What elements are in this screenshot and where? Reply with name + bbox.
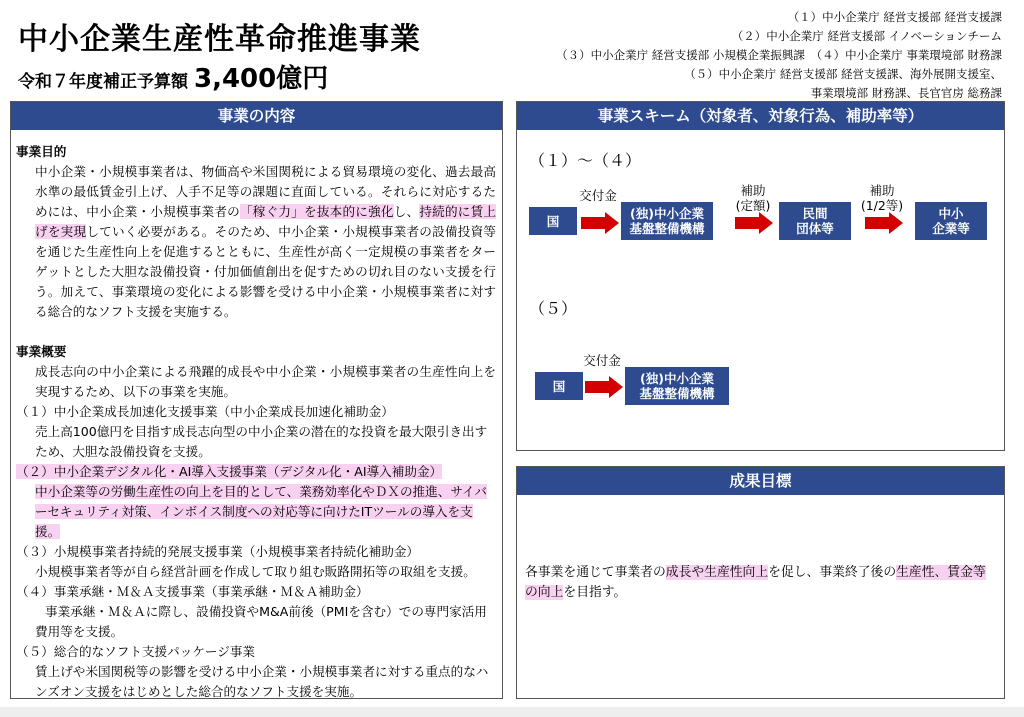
item-4-title: （４）事業承継・Ｍ＆Ａ支援事業（事業承継・Ｍ＆Ａ補助金）	[16, 584, 369, 599]
arrow-label-subsidy-fixed-1: 補助	[740, 183, 766, 198]
purpose-highlight-2: 持続的に賃上げを実現	[35, 204, 497, 239]
budget-line	[18, 58, 328, 95]
overview-intro: 成長志向の中小企業による飛躍的成長や中小企業・小規模事業者の生産性向上を実現するため、以下の事業を実施。	[35, 364, 496, 399]
org-list	[556, 8, 1002, 103]
scheme-panel	[516, 101, 1005, 451]
item-2-title-text: （２）中小企業デジタル化・AI導入支援事業（デジタル化・AI導入補助金）	[16, 464, 443, 479]
node-smrj-2-line2: 基盤整備機構	[639, 386, 715, 401]
purpose-text-part: 中小企業・小規模事業者は、物価高や米国関税による貿易環境の変化、過去最高水準の最低賃金引上げ、人手不足等の課題に直面している。それらに対応するためには、中小企業・小規模事業者の	[35, 164, 496, 219]
node-smrj-2	[625, 367, 729, 405]
node-smrj-line1: (独)中小企業	[630, 206, 704, 221]
arrow-label-grant: 交付金	[579, 188, 617, 203]
goal-text-part: 各事業を通じて事業者の	[525, 565, 666, 580]
item-2-desc-text: 中小企業等の労働生産性の向上を目的として、業務効率化やＤＸの推進、サイバーセキュリティ対策、インボイス制度への対応等に向けたITツールの導入を支援。	[35, 484, 487, 539]
budget-label: 令和７年度補正予算額	[18, 72, 188, 92]
arrow-label-subsidy-half	[855, 183, 909, 213]
scheme-panel-header: 事業スキーム（対象者、対象行為、補助率等）	[517, 102, 1004, 130]
node-sme-line1: 中小	[938, 206, 964, 221]
right-arrow-icon	[735, 212, 773, 234]
arrow-label-subsidy-half-2: (1/2等)	[860, 198, 904, 213]
arrow-label-subsidy-fixed	[729, 183, 777, 213]
node-smrj-2-line1: (独)中小企業	[640, 371, 714, 386]
purpose-heading: 事業目的	[16, 144, 67, 159]
node-smrj	[621, 202, 713, 240]
item-3-desc: 小規模事業者等が自ら経営計画を作成して取り組む販路開拓等の取組を支援。	[35, 564, 476, 579]
scheme-label-5: （５）	[529, 299, 578, 318]
goal-panel	[516, 466, 1005, 699]
arrow-label-subsidy-half-1: 補助	[869, 183, 895, 198]
org-line: （３）中小企業庁 経営支援部 小規模企業振興課 （４）中小企業庁 事業環境部 財務課	[556, 48, 1002, 62]
content-panel-header: 事業の内容	[11, 102, 502, 130]
item-4-desc: 事業承継・Ｍ＆Ａに際し、設備投資やM&A前後（PMIを含む）での専門家活用費用等を支援。	[35, 604, 487, 639]
goal-highlight-1: 成長や生産性向上	[665, 565, 769, 580]
purpose-highlight-1: 「稼ぐ力」を抜本的に強化	[240, 204, 394, 219]
node-smrj-line2: 基盤整備機構	[629, 221, 705, 236]
budget-amount: 3,400億円	[194, 64, 329, 94]
node-sme-line2: 企業等	[932, 221, 970, 236]
goal-text	[525, 563, 998, 603]
node-private-line2: 団体等	[796, 221, 834, 236]
item-3-title: （３）小規模事業者持続的発展支援事業（小規模事業者持続化補助金）	[16, 544, 419, 559]
right-arrow-icon	[865, 212, 903, 234]
content-panel	[10, 101, 503, 699]
arrow-label-subsidy-fixed-2: (定額)	[735, 198, 771, 213]
item-5-desc: 賃上げや米国関税等の影響を受ける中小企業・小規模事業者に対する重点的なハンズオン支援をはじめとした総合的なソフト支援を実施。	[35, 664, 489, 699]
item-5-title: （５）総合的なソフト支援パッケージ事業	[16, 644, 256, 659]
purpose-text-part: し、	[393, 204, 420, 219]
item-2-title	[16, 462, 496, 482]
page-title: 中小企業生産性革命推進事業	[18, 22, 421, 57]
org-line: （５）中小企業庁 経営支援部 経営支援課、海外展開支援室、	[684, 67, 1002, 81]
node-private	[779, 202, 851, 240]
node-private-line1: 民間	[802, 206, 828, 221]
node-sme	[915, 202, 987, 240]
org-line: 事業環境部 財務課、長官官房 総務課	[810, 86, 1002, 100]
overview-heading: 事業概要	[16, 344, 67, 359]
goal-panel-header: 成果目標	[517, 467, 1004, 495]
right-arrow-icon	[585, 376, 623, 398]
right-arrow-icon	[581, 212, 619, 234]
goal-highlight-2: 生産性、賃金等の向上	[525, 565, 986, 600]
item-1-desc: 売上高100億円を目指す成長志向型の中小企業の潜在的な投資を最大限引き出すため、大胆な設備投資を支援。	[35, 424, 488, 459]
arrow-label-grant-2: 交付金	[583, 353, 621, 368]
purpose-text-part: していく必要がある。そのため、中小企業・小規模事業者の設備投資等を通じた生産性向上を促進するとともに、生産性が高く一定規模の事業者をターゲットとした大胆な設備投資・付加価値創出を促すための切れ目のない支援を行う。加えて、事業環境の変化による影響を受ける中小企業・小規模事業者に対する総合的なソフト支援を実施する。	[35, 224, 497, 319]
item-1-title: （１）中小企業成長加速化支援事業（中小企業成長加速化補助金）	[16, 404, 394, 419]
scheme-label-1-4: （１）～（４）	[529, 151, 642, 170]
org-line: （２）中小企業庁 経営支援部 イノベーションチーム	[731, 29, 1002, 43]
goal-text-part: を目指す。	[563, 585, 627, 600]
purpose-text	[16, 162, 496, 322]
node-country: 国	[529, 207, 577, 235]
content-body	[11, 130, 502, 702]
horizontal-scrollbar[interactable]	[0, 707, 1024, 717]
item-2-desc	[16, 482, 496, 542]
node-country-2: 国	[535, 372, 583, 400]
org-line: （１）中小企業庁 経営支援部 経営支援課	[787, 10, 1002, 24]
goal-text-part: を促し、事業終了後の	[768, 565, 897, 580]
